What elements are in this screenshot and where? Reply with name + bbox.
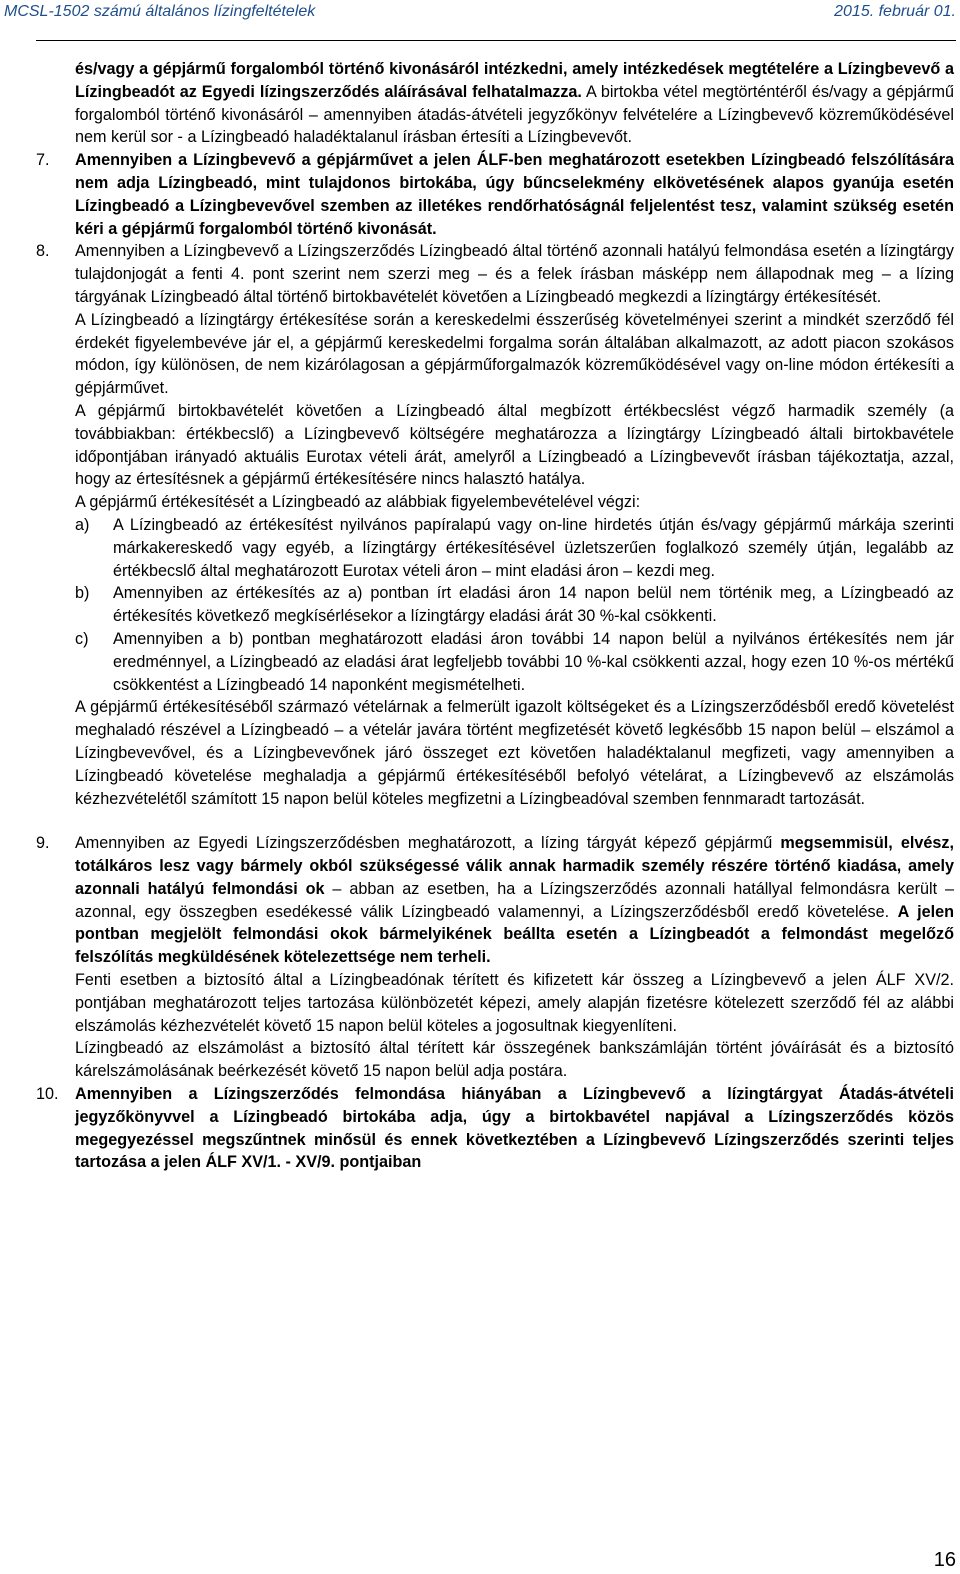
list-item-b	[75, 582, 954, 628]
list-label: c)	[75, 629, 89, 648]
section-10	[0, 1083, 954, 1174]
document-body	[0, 58, 960, 1174]
section-9-bold-2: A jelen pontban megjelölt felmondási okok bármelyikének beállta esetén a Lízingbeadót a felmondást megelőző felszólítás megküldésének kötelezettsége nem terheli.	[75, 902, 954, 967]
section-9	[0, 832, 954, 969]
intro-text: A birtokba vétel megtörténtéről és/vagy a gépjármű forgalomból történő kivonásáról – amennyiben átadás-átvételi jegyzőkönyv felvételére a Lízingbevevő közreműködésével nem kerül sor - a Lízingbeadó haladéktalanul írásban értesíti a Lízingbevevőt.	[75, 82, 954, 147]
section-number: 8.	[36, 242, 50, 261]
section-10-text: Amennyiben a Lízingszerződés felmondása hiányában a Lízingbevevő a lízingtárgyat Átadás-átvételi jegyzőkönyvvel a Lízingbeadó birtokába adja, úgy a birtokbavétel napjával a Lízingszerződés közös megegyezéssel megszűntnek minősül és ennek következtében a Lízingbevevő Lízingszerződés szerinti teljes tartozása a jelen ÁLF XV/1. - XV/9. pontjaiban	[75, 1085, 954, 1172]
section-number: 10.	[36, 1085, 59, 1104]
section-8-p1: Amennyiben a Lízingbevevő a Lízingszerződés Lízingbeadó által történő azonnali hatályú felmondása esetén a lízingtárgy tulajdonjogát a fenti 4. pont szerint nem szerzi meg – és a felek írásban másképp nem állapodnak meg – a lízing tárgyának Lízingbeadó által történő birtokbavételét követően a Lízingbeadó megkezdi a lízingtárgy értékesítését.	[75, 242, 954, 306]
section-7	[0, 149, 954, 240]
section-number: 9.	[36, 834, 50, 853]
section-9-text-1: Amennyiben az Egyedi Lízingszerződésben meghatározott, a lízing tárgyát képező gépjármű	[75, 834, 781, 853]
section-9-p2: Fenti esetben a biztosító által a Lízingbeadónak térített és kifizetett kár összeg a Lízingbevevő a jelen ÁLF XV/2. pontjában meghatározott teljes tartozása különbözetét képezi, amely alapján fizetésre kötelezett szerződő fél az alábbi elszámolás kézhezvételét követő 15 napon belül köteles a jogosultnak kiegyenlíteni.	[75, 971, 954, 1035]
section-8-p5: A gépjármű értékesítéséből származó vételárnak a felmerült igazolt költségeket és a Lízingszerződésből eredő követelést meghaladó részével a Lízingbeadó – a vételár javára történt megfizetését követő legkésőbb 15 napon belül – elszámol a Lízingbevevővel, és a Lízingbevevőnek járó összeget ezt követően haladéktalanul megfizeti, vagy amennyiben a Lízingbeadó követelése meghaladja a gépjármű értékesítéséből befolyó vételárat, a Lízingbevevő az elszámolás kézhezvételétől számított 15 napon belül köteles megfizetni a Lízingbeadóval szemben fennmaradt tartozását.	[75, 698, 954, 808]
section-8-p2: A Lízingbeadó a lízingtárgy értékesítése során a kereskedelmi ésszerűség követelményei szerint a mindkét szerződő fél érdekét figyelembevéve jár el, a gépjármű kereskedelmi forgalma során általában alkalmazott, az adott piacon szokásos módon, így különösen, de nem kizárólagosan a gépjárműforgalmazók közreműködésével vagy on-line módon értékesíti a gépjárművet.	[75, 310, 954, 398]
intro-paragraph	[75, 58, 954, 149]
document-title: MCSL-1502 számú általános lízingfeltételek	[4, 3, 316, 20]
list-label: a)	[75, 515, 90, 534]
list-item-a	[75, 514, 954, 582]
section-9-p3: Lízingbeadó az elszámolást a biztosító által térített kár összegének bankszámláján történt jóváírását és a biztosító kárelszámolásának beérkezését követő 15 napon belül adja postára.	[75, 1039, 954, 1081]
list-text: Amennyiben az értékesítés az a) pontban írt eladási áron 14 napon belül nem történik meg, a Lízingbeadó az értékesítés következő megkísérlésekor a lízingtárgy eladási árát 30 %-kal csökkenti.	[113, 584, 954, 626]
header-divider	[36, 40, 956, 41]
document-date: 2015. február 01.	[834, 3, 956, 20]
section-8-p4: A gépjármű értékesítését a Lízingbeadó az alábbiak figyelembevételével végzi:	[75, 493, 641, 512]
section-9-text-2: – abban az esetben, ha a Lízingszerződés azonnali hatállyal felmondásra került – azonnal, egy összegben esedékessé válik Lízingbeadó valamennyi, a Lízingszerződésből eredő követelése.	[75, 879, 954, 921]
section-9-p1	[75, 832, 954, 969]
list-text: Amennyiben a b) pontban meghatározott eladási áron további 14 napon belül a nyilvános értékesítés nem jár eredménnyel, a Lízingbeadó az eladási árat legfeljebb további 10 %-kal csökkenti azzal, hogy ezen 10 %-os mértékű csökkentést a Lízingbeadó 14 naponként megismételheti.	[113, 629, 954, 694]
intro-bold-text: és/vagy a gépjármű forgalomból történő kivonásáról intézkedni, amely intézkedések megtételére a Lízingbevevő a Lízingbeadót az Egyedi lízingszerződés aláírásával felhatalmazza.	[75, 60, 954, 101]
section-number: 7.	[36, 151, 50, 170]
list-text: A Lízingbeadó az értékesítést nyilvános papíralapú vagy on-line hirdetés útján és/vagy gépjármű márkája szerinti márkakereskedő vagy egyéb, a lízingtárgy értékesítésével üzletszerűen foglalkozó személy útján, legalább az értékbecslő által meghatározott Eurotax vételi áron – mint eladási áron – kezdi meg.	[113, 515, 954, 580]
page-number: 16	[933, 1549, 956, 1571]
spacer	[0, 810, 960, 832]
section-7-text: Amennyiben a Lízingbevevő a gépjárművet a jelen ÁLF-ben meghatározott esetekben Lízingbeadó felszólítására nem adja Lízingbeadó, mint tulajdonos birtokába, úgy bűncselekmény elkövetésének alapos gyanúja esetén Lízingbeadó a Lízingbevevővel szemben az illetékes rendőrhatóságnál feljelentést tesz, valamint szükség esetén kéri a gépjármű forgalomból történő kivonását.	[75, 151, 954, 238]
list-label: b)	[75, 584, 90, 603]
section-8	[0, 240, 954, 308]
list-item-c	[75, 628, 954, 696]
page-header	[4, 0, 956, 26]
section-9-bold-1: megsemmisül, elvész, totálkáros lesz vagy bármely okból szükségessé válik annak harmadik személy részére történő kiadása, amely azonnali hatályú felmondási ok	[75, 834, 954, 898]
section-8-p3: A gépjármű birtokbavételét követően a Lízingbeadó által megbízott értékbecslést végző harmadik személy (a továbbiakban: értékbecslő) a Lízingbevevő költségére meghatározza a lízingtárgy Lízingbeadó általi birtokbavétele időpontjában irányadó aktuális Eurotax vételi árát, amelyről a Lízingbeadó a Lízingbevevőt írásban tájékoztatja, azzal, hogy az értesítésnek a gépjármű értékesítésére nincs halasztó hatálya.	[75, 401, 954, 489]
